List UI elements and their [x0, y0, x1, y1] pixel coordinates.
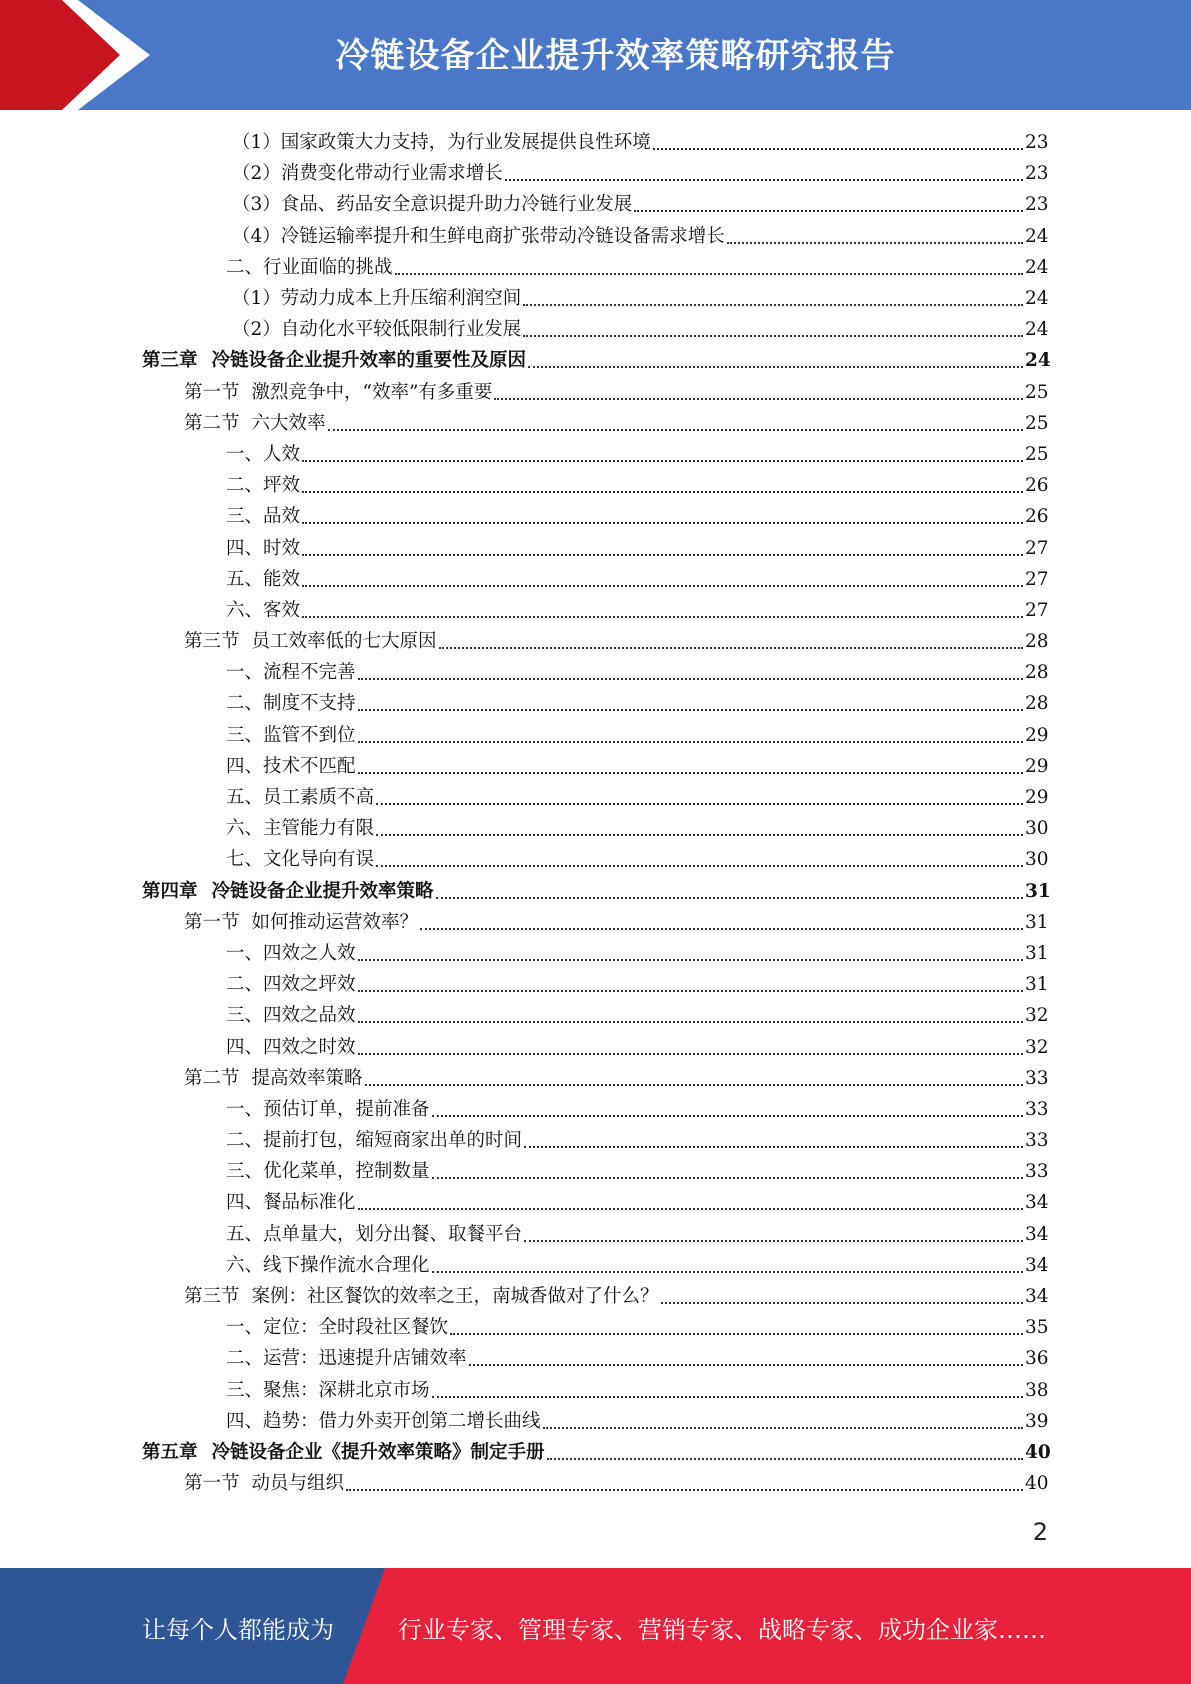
item-title: 一、预估订单，提前准备 [226, 1098, 430, 1120]
item-title: 一、定位：全时段社区餐饮 [226, 1317, 449, 1339]
chapter-title: 冷链设备企业《提升效率策略》制定手册 [211, 1441, 545, 1463]
item-title: 二、运营：迅速提升店铺效率 [226, 1348, 467, 1370]
toc-entry-label [226, 844, 374, 875]
toc-entry-label [226, 1250, 430, 1281]
toc-page-number: 33 [1025, 1130, 1049, 1152]
toc-page-number: 38 [1025, 1379, 1049, 1401]
toc-entry-label [142, 345, 526, 376]
dot-leader [528, 365, 1023, 368]
dot-leader [302, 521, 1023, 524]
toc-entry-item[interactable] [0, 782, 1047, 813]
toc-entry-label [226, 1094, 430, 1125]
toc-entry-label [226, 1125, 522, 1156]
toc-entry-item[interactable] [0, 657, 1047, 688]
toc-entry-label [226, 470, 300, 501]
toc-entry-label [226, 252, 393, 283]
dot-leader [358, 1207, 1023, 1210]
toc-entry-label [232, 314, 521, 345]
toc-page-number: 31 [1025, 911, 1049, 933]
toc-entry-chapter[interactable] [0, 345, 1051, 376]
dot-leader [432, 1270, 1023, 1273]
toc-entry-label [226, 1156, 430, 1187]
toc-page-number: 36 [1025, 1348, 1049, 1370]
item-title: 五、点单量大，划分出餐、取餐平台 [226, 1223, 523, 1245]
dot-leader [328, 428, 1023, 431]
toc-page-number: 26 [1025, 506, 1049, 528]
dot-leader [436, 896, 1023, 899]
toc-page-number: 24 [1025, 350, 1051, 372]
toc-entry-item[interactable] [0, 720, 1047, 751]
dot-leader [432, 1114, 1023, 1117]
toc-page-number: 24 [1025, 319, 1049, 341]
toc-entry-item[interactable] [0, 252, 1047, 283]
toc-entry-label [226, 439, 300, 470]
sub-title: （2）自动化水平较低限制行业发展 [232, 319, 522, 341]
toc-entry-label [226, 501, 300, 532]
toc-page-number: 24 [1025, 225, 1049, 247]
toc-entry-label [184, 1281, 659, 1312]
toc-entry-label [184, 1468, 344, 1499]
toc-entry-item[interactable] [0, 1156, 1047, 1187]
toc-entry-label [184, 1063, 363, 1094]
dot-leader [358, 740, 1023, 743]
toc-entry-sub[interactable] [0, 158, 1047, 189]
dot-leader [358, 1020, 1023, 1023]
toc-entry-label [226, 813, 374, 844]
toc-page-number: 29 [1025, 755, 1049, 777]
toc-page-number: 25 [1025, 412, 1049, 434]
chapter-number: 第四章 [142, 880, 198, 902]
toc-entry-item[interactable] [0, 532, 1047, 563]
dot-leader [346, 1488, 1023, 1491]
section-title: 动员与组织 [251, 1473, 345, 1495]
toc-entry-label [232, 158, 503, 189]
toc-entry-label [226, 969, 356, 1000]
sub-title: （2）消费变化带动行业需求增长 [232, 163, 503, 185]
item-title: 二、坪效 [226, 475, 301, 497]
toc-entry-label [226, 595, 300, 626]
toc-entry-item[interactable] [0, 751, 1047, 782]
toc-entry-item[interactable] [0, 813, 1047, 844]
item-title: 三、品效 [226, 506, 301, 528]
chapter-number: 第三章 [142, 350, 198, 372]
sub-title: （4）冷链运输率提升和生鲜电商扩张带动冷链设备需求增长 [232, 225, 725, 247]
toc-entry-label [232, 221, 725, 252]
toc-page-number: 30 [1025, 818, 1049, 840]
dot-leader [450, 1332, 1023, 1335]
item-title: 四、餐品标准化 [226, 1192, 356, 1214]
toc-page-number: 34 [1025, 1192, 1049, 1214]
document-title: 冷链设备企业提升效率策略研究报告 [335, 36, 896, 76]
dot-leader [634, 209, 1023, 212]
dot-leader [358, 708, 1023, 711]
toc-page-number: 31 [1025, 974, 1049, 996]
toc-page-number: 23 [1025, 163, 1049, 185]
toc-entry-sub[interactable] [0, 283, 1047, 314]
toc-entry-sub[interactable] [0, 314, 1047, 345]
toc-entry-item[interactable] [0, 1343, 1047, 1374]
toc-entry-item[interactable] [0, 1375, 1047, 1406]
dot-leader [376, 802, 1023, 805]
dot-leader [358, 958, 1023, 961]
section-number: 第二节 [184, 412, 240, 434]
toc-entry-label [226, 1343, 467, 1374]
dot-leader [376, 864, 1023, 867]
toc-entry-label [226, 1032, 356, 1063]
dot-leader [543, 1426, 1023, 1429]
page-number: 2 [1032, 1518, 1048, 1546]
item-title: 四、四效之时效 [226, 1036, 356, 1058]
toc-page-number: 31 [1025, 880, 1051, 902]
item-title: 四、技术不匹配 [226, 755, 356, 777]
toc-entry-item[interactable] [0, 1187, 1047, 1218]
dot-leader [505, 178, 1023, 181]
toc-entry-item[interactable] [0, 1312, 1047, 1343]
toc-entry-label [226, 1000, 356, 1031]
toc-entry-label [226, 1187, 356, 1218]
section-number: 第三节 [184, 1286, 240, 1308]
dot-leader [395, 272, 1023, 275]
toc-page-number: 23 [1025, 132, 1049, 154]
toc-entry-label [184, 626, 437, 657]
toc-entry-section[interactable] [0, 1281, 1047, 1312]
item-title: 四、趋势：借力外卖开创第二增长曲线 [226, 1410, 541, 1432]
toc-entry-item[interactable] [0, 1406, 1047, 1437]
item-title: 一、流程不完善 [226, 662, 356, 684]
item-title: 六、客效 [226, 599, 301, 621]
dot-leader [358, 989, 1023, 992]
toc-entry-label [184, 907, 418, 938]
toc-page-number: 26 [1025, 475, 1049, 497]
toc-entry-item[interactable] [0, 501, 1047, 532]
dot-leader [420, 927, 1023, 930]
toc-page-number: 24 [1025, 256, 1049, 278]
toc-entry-label [226, 782, 374, 813]
section-number: 第二节 [184, 1067, 240, 1089]
toc-page-number: 33 [1025, 1067, 1049, 1089]
dot-leader [661, 1301, 1023, 1304]
toc-entry-section[interactable] [0, 1468, 1047, 1499]
sub-title: （1）劳动力成本上升压缩利润空间 [232, 288, 522, 310]
section-title: 激烈竞争中，“效率”有多重要 [251, 381, 493, 403]
toc-page-number: 24 [1025, 288, 1049, 310]
section-title: 员工效率低的七大原因 [251, 631, 437, 653]
chapter-title: 冷链设备企业提升效率的重要性及原因 [211, 350, 527, 372]
item-title: 二、制度不支持 [226, 693, 356, 715]
toc-page-number: 39 [1025, 1410, 1049, 1432]
header-banner [0, 0, 1191, 110]
toc-page-number: 27 [1025, 537, 1049, 559]
sub-title: （1）国家政策大力支持，为行业发展提供良性环境 [232, 132, 651, 154]
item-title: 三、监管不到位 [226, 724, 356, 746]
toc-entry-item[interactable] [0, 1125, 1047, 1156]
toc-entry-item[interactable] [0, 969, 1047, 1000]
item-title: 三、聚焦：深耕北京市场 [226, 1379, 430, 1401]
toc-entry-label [226, 1219, 522, 1250]
toc-entry-label [226, 1406, 541, 1437]
toc-entry-label [226, 751, 356, 782]
section-title: 六大效率 [251, 412, 326, 434]
item-title: 一、人效 [226, 443, 301, 465]
toc-entry-label [226, 688, 356, 719]
toc-entry-item[interactable] [0, 1031, 1047, 1062]
toc-entry-item[interactable] [0, 1250, 1047, 1281]
dot-leader [439, 646, 1023, 649]
toc-page-number: 23 [1025, 194, 1049, 216]
dot-leader [432, 1395, 1023, 1398]
item-title: 六、线下操作流水合理化 [226, 1254, 430, 1276]
dot-leader [547, 1457, 1023, 1460]
dot-leader [376, 833, 1023, 836]
dot-leader [302, 459, 1023, 462]
toc-entry-section[interactable] [0, 408, 1047, 439]
toc-entry-chapter[interactable] [0, 876, 1051, 907]
section-number: 第三节 [184, 631, 240, 653]
dot-leader [302, 553, 1023, 556]
toc-entry-item[interactable] [0, 938, 1047, 969]
dot-leader [302, 615, 1023, 618]
item-title: 六、主管能力有限 [226, 818, 375, 840]
toc-page-number: 27 [1025, 568, 1049, 590]
dot-leader [302, 490, 1023, 493]
toc-page-number: 40 [1025, 1473, 1049, 1495]
item-title: 五、员工素质不高 [226, 787, 375, 809]
footer-slogan: 让每个人都能成为 [142, 1616, 334, 1644]
item-title: 五、能效 [226, 568, 301, 590]
item-title: 二、四效之坪效 [226, 974, 356, 996]
dot-leader [524, 1145, 1023, 1148]
toc-entry-label [232, 127, 651, 158]
table-of-contents [0, 127, 1191, 1499]
dot-leader [494, 397, 1023, 400]
dot-leader [469, 1363, 1023, 1366]
toc-entry-sub[interactable] [0, 189, 1047, 220]
toc-page-number: 32 [1025, 1005, 1049, 1027]
toc-entry-section[interactable] [0, 907, 1047, 938]
toc-page-number: 33 [1025, 1161, 1049, 1183]
toc-entry-label [226, 938, 356, 969]
toc-entry-section[interactable] [0, 626, 1047, 657]
toc-entry-label [142, 876, 434, 907]
toc-page-number: 40 [1025, 1441, 1051, 1463]
toc-page-number: 27 [1025, 599, 1049, 621]
dot-leader [523, 303, 1023, 306]
toc-page-number: 29 [1025, 724, 1049, 746]
toc-page-number: 25 [1025, 443, 1049, 465]
section-title: 如何推动运营效率？ [251, 911, 419, 933]
dot-leader [358, 1052, 1023, 1055]
toc-entry-label [226, 564, 300, 595]
toc-entry-item[interactable] [0, 470, 1047, 501]
toc-page-number: 33 [1025, 1098, 1049, 1120]
toc-page-number: 30 [1025, 849, 1049, 871]
toc-page-number: 29 [1025, 787, 1049, 809]
toc-entry-label [184, 408, 326, 439]
toc-entry-label [226, 720, 356, 751]
toc-entry-section[interactable] [0, 1063, 1047, 1094]
toc-entry-label [232, 283, 521, 314]
item-title: 四、时效 [226, 537, 301, 559]
footer-banner [0, 1568, 1191, 1684]
toc-entry-label [142, 1437, 545, 1468]
toc-page-number: 32 [1025, 1036, 1049, 1058]
item-title: 三、优化菜单，控制数量 [226, 1161, 430, 1183]
dot-leader [727, 241, 1023, 244]
section-title: 案例：社区餐饮的效率之王，南城香做对了什么？ [251, 1286, 659, 1308]
item-title: 二、行业面临的挑战 [226, 256, 393, 278]
dot-leader [524, 1239, 1023, 1242]
toc-entry-label [226, 1375, 430, 1406]
toc-page-number: 31 [1025, 942, 1049, 964]
section-number: 第一节 [184, 1473, 240, 1495]
chapter-number: 第五章 [142, 1441, 198, 1463]
toc-entry-item[interactable] [0, 595, 1047, 626]
chapter-title: 冷链设备企业提升效率策略 [211, 880, 434, 902]
dot-leader [432, 1176, 1023, 1179]
dot-leader [358, 677, 1023, 680]
toc-entry-item[interactable] [0, 844, 1047, 875]
dot-leader [523, 334, 1023, 337]
toc-page-number: 34 [1025, 1223, 1049, 1245]
toc-page-number: 28 [1025, 693, 1049, 715]
toc-entry-item[interactable] [0, 439, 1047, 470]
toc-entry-label [184, 377, 492, 408]
footer-roles: 行业专家、管理专家、营销专家、战略专家、成功企业家…… [398, 1616, 1046, 1644]
section-title: 提高效率策略 [251, 1067, 363, 1089]
toc-entry-item[interactable] [0, 1094, 1047, 1125]
dot-leader [365, 1083, 1023, 1086]
item-title: 七、文化导向有误 [226, 849, 375, 871]
dot-leader [653, 147, 1023, 150]
dot-leader [302, 584, 1023, 587]
sub-title: （3）食品、药品安全意识提升助力冷链行业发展 [232, 194, 633, 216]
toc-entry-chapter[interactable] [0, 1437, 1051, 1468]
toc-entry-item[interactable] [0, 1219, 1047, 1250]
toc-entry-section[interactable] [0, 377, 1047, 408]
toc-entry-label [226, 657, 356, 688]
section-number: 第一节 [184, 911, 240, 933]
item-title: 一、四效之人效 [226, 942, 356, 964]
toc-entry-item[interactable] [0, 688, 1047, 719]
toc-page-number: 28 [1025, 662, 1049, 684]
toc-entry-label [226, 1312, 448, 1343]
toc-page-number: 28 [1025, 631, 1049, 653]
toc-page-number: 25 [1025, 381, 1049, 403]
toc-entry-sub[interactable] [0, 221, 1047, 252]
toc-entry-item[interactable] [0, 1000, 1047, 1031]
section-number: 第一节 [184, 381, 240, 403]
item-title: 三、四效之品效 [226, 1005, 356, 1027]
toc-entry-item[interactable] [0, 564, 1047, 595]
toc-entry-sub[interactable] [0, 127, 1047, 158]
dot-leader [358, 771, 1023, 774]
item-title: 二、提前打包，缩短商家出单的时间 [226, 1130, 523, 1152]
toc-page-number: 35 [1025, 1317, 1049, 1339]
toc-entry-label [232, 189, 632, 220]
toc-page-number: 34 [1025, 1286, 1049, 1308]
toc-entry-label [226, 533, 300, 564]
toc-page-number: 34 [1025, 1254, 1049, 1276]
